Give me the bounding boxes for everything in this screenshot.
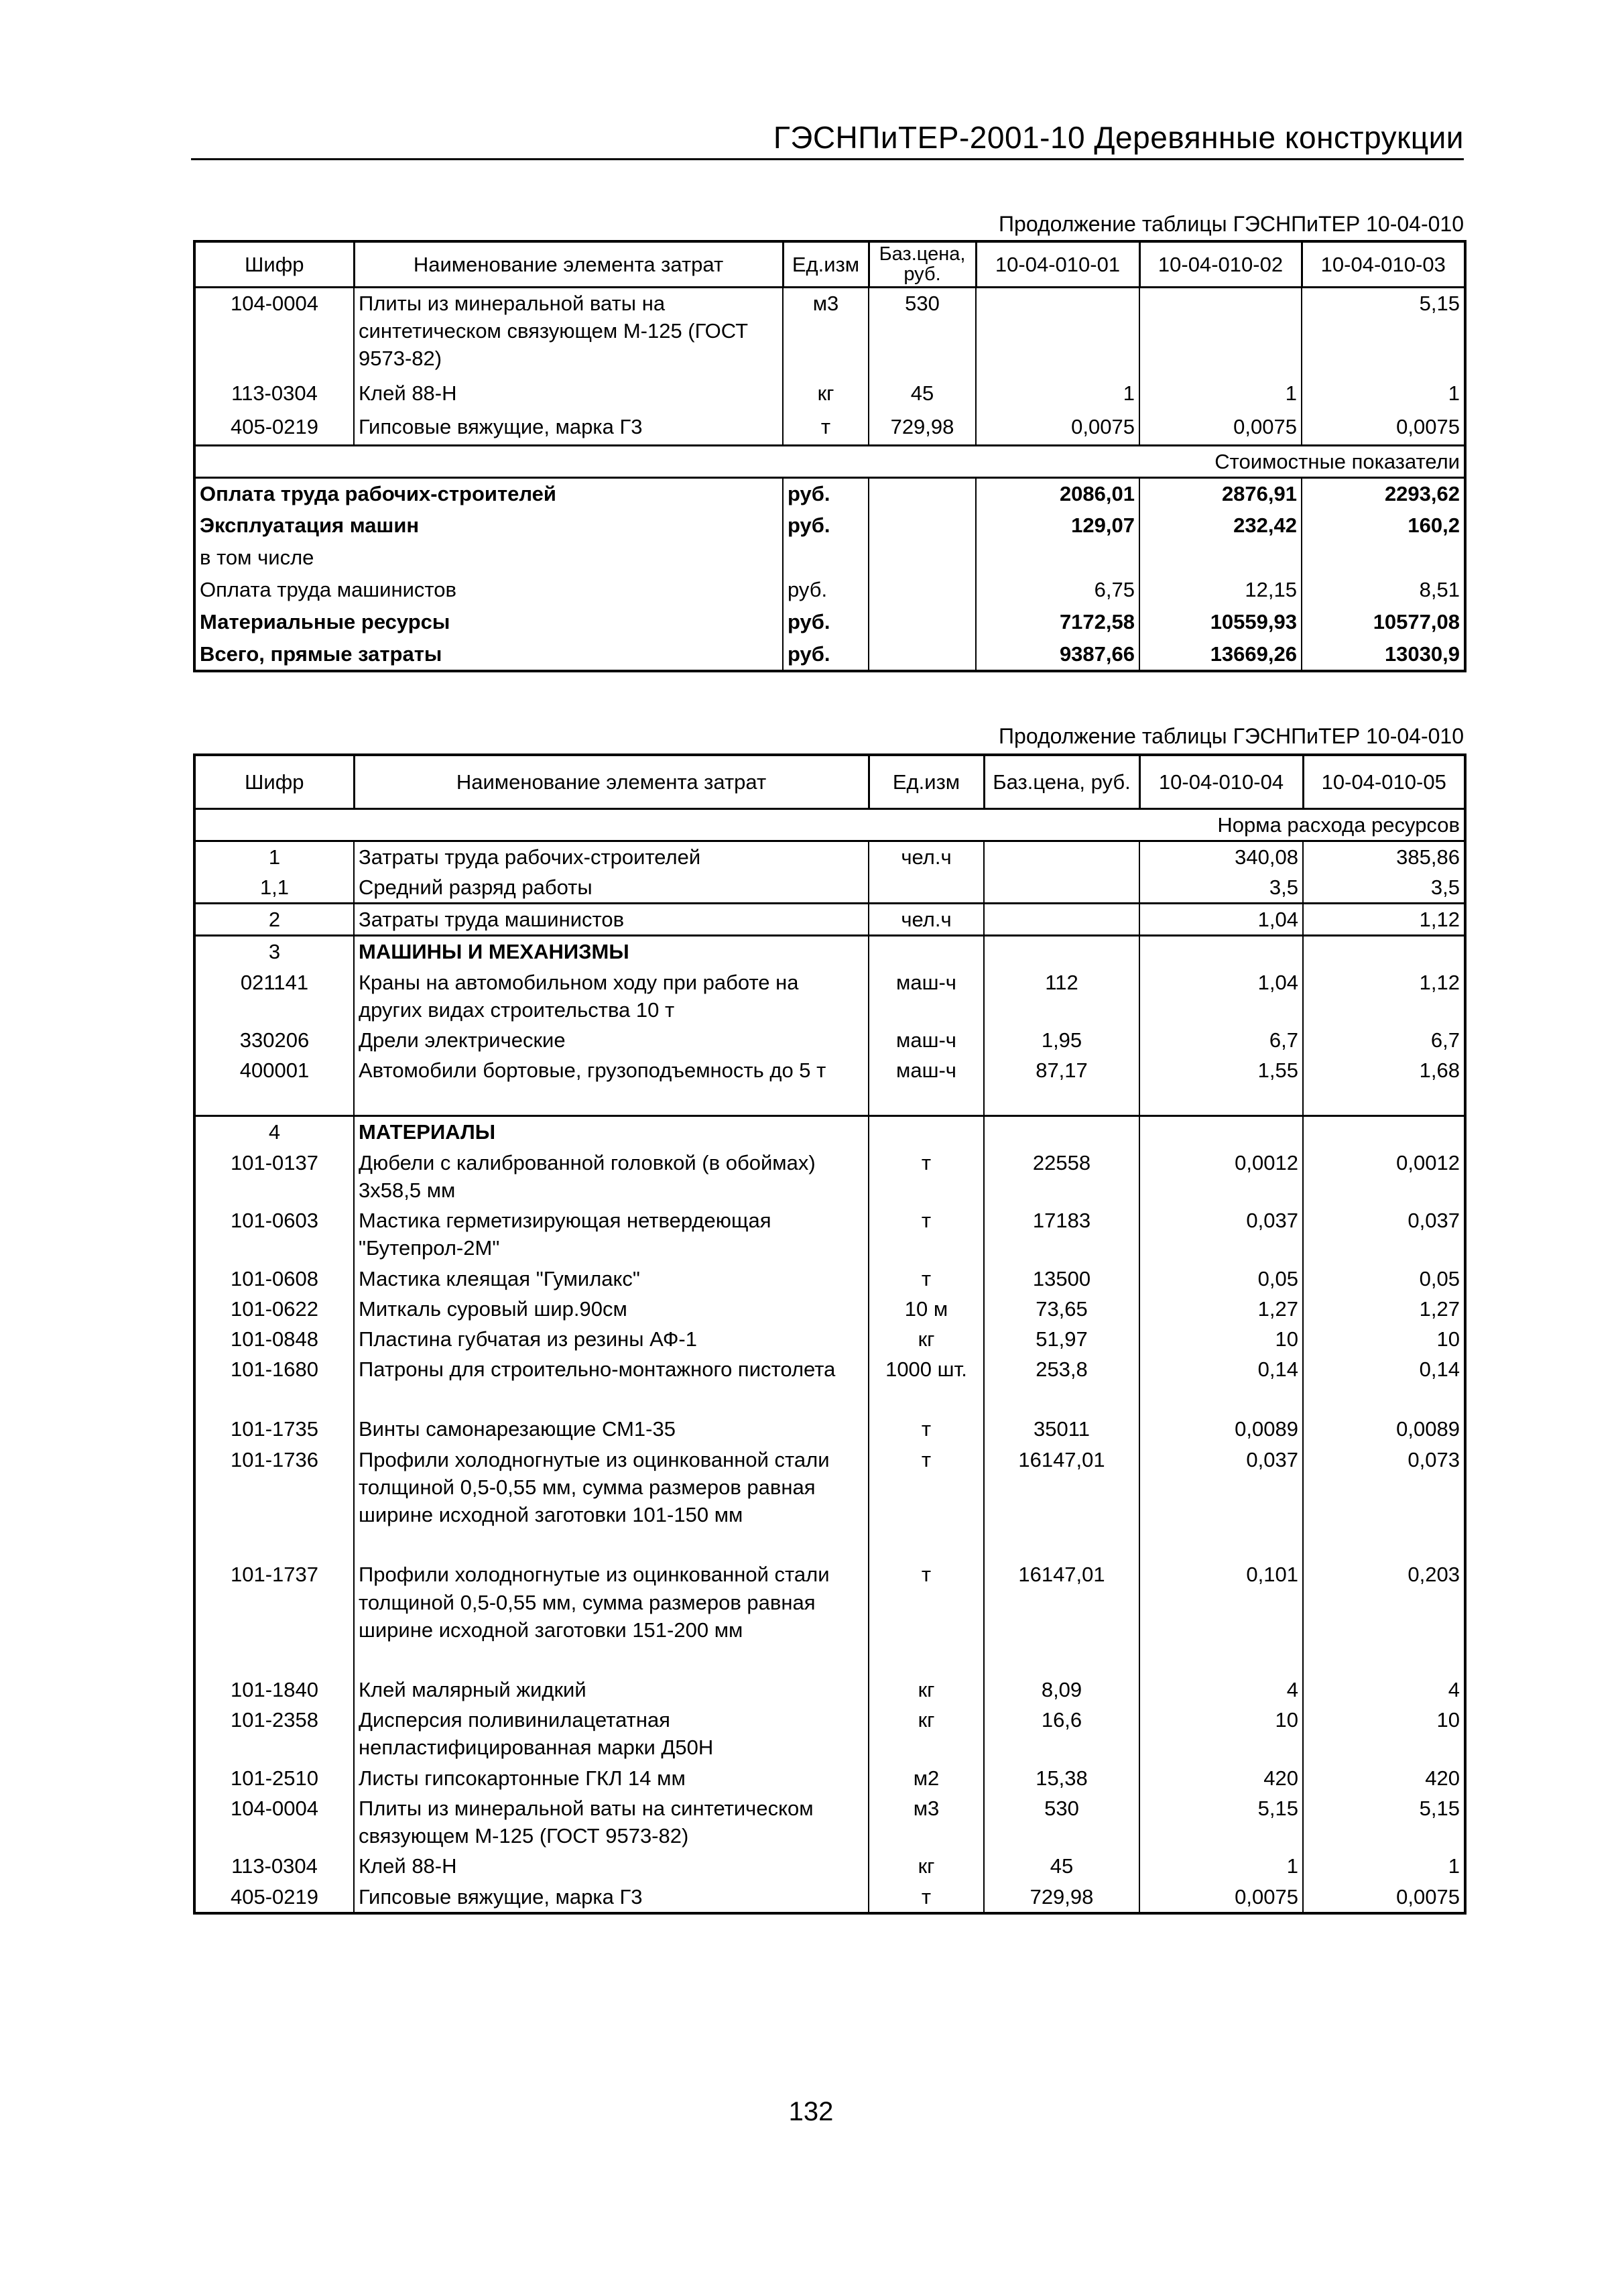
cell-price: 729,98 [869,412,976,445]
cell-blank [1139,1645,1303,1675]
cell-value: 232,42 [1139,510,1302,542]
cell-unit: руб. [783,607,869,639]
col-header: Баз.цена, руб. [869,241,976,287]
cell-name: Пластина губчатая из резины АФ-1 [354,1324,869,1354]
cell-blank [869,510,976,542]
cell-value: 0,05 [1303,1264,1465,1294]
cell-blank [984,1085,1139,1116]
cell-value: 0,101 [1139,1559,1303,1645]
cell-name: Оплата труда рабочих-строителей [194,478,783,510]
cell-code: 101-0603 [194,1205,354,1263]
cell-unit: руб. [783,639,869,671]
cell-value: 420 [1303,1763,1465,1793]
spacer-row [194,1530,1465,1559]
cell-name: Гипсовые вяжущие, марка Г3 [354,412,783,445]
cell-blank [354,1530,869,1559]
cell-value: 1 [1139,378,1302,412]
table-row [194,841,1465,872]
cell-unit: т [869,1205,984,1263]
cell-blank [194,808,1139,841]
cell-value [976,287,1139,378]
cell-value: 2086,01 [976,478,1139,510]
cell-blank [869,607,976,639]
col-header: 10-04-010-04 [1139,755,1303,808]
cell-name: Средний разряд работы [354,872,869,904]
cell-blank [984,1645,1139,1675]
cell-name: Клей 88-Н [354,378,783,412]
table-row [194,1445,1465,1530]
cell-blank [1139,1384,1303,1414]
cell-price: 16147,01 [984,1559,1139,1645]
cell-price: 8,09 [984,1675,1139,1705]
cell-blank [869,575,976,607]
cell-price [984,904,1139,936]
cost-header-row [194,445,1465,477]
cell-value: 0,0075 [1303,1882,1465,1913]
col-header: Баз.цена, руб. [984,755,1139,808]
cell-value: 10559,93 [1139,607,1302,639]
col-header: Наименование элемента затрат [354,241,783,287]
cell-price: 253,8 [984,1354,1139,1384]
cell-value: 420 [1139,1763,1303,1793]
cell-value: 0,0075 [976,412,1139,445]
cell-price: 87,17 [984,1055,1139,1085]
cell-price: 1,95 [984,1025,1139,1055]
cell-value: 6,75 [976,575,1139,607]
cell-name: Дрели электрические [354,1025,869,1055]
table-row [194,287,1465,378]
cell-value: 0,037 [1303,1205,1465,1263]
cell-name: МАТЕРИАЛЫ [354,1116,869,1148]
cell-unit [869,936,984,967]
cell-value: 8,51 [1302,575,1465,607]
cell-value: 0,0075 [1139,412,1302,445]
cell-unit: т [869,1445,984,1530]
table2-header-row [194,755,1465,808]
cell-blank [869,542,976,575]
cell-unit: кг [783,378,869,412]
col-header: Ед.изм [869,755,984,808]
cell-value: 1,04 [1139,904,1303,936]
table-row [194,1025,1465,1055]
cell-name: Гипсовые вяжущие, марка Г3 [354,1882,869,1913]
cell-name: Клей малярный жидкий [354,1675,869,1705]
cell-value: 2293,62 [1302,478,1465,510]
cell-name: Мастика герметизирующая нетвердеющая "Бутепрол-2М" [354,1205,869,1263]
cell-value [1302,542,1465,575]
cell-name: Плиты из минеральной ваты на синтетическом связующем М-125 (ГОСТ 9573-82) [354,1793,869,1851]
cell-value: 1,27 [1303,1294,1465,1324]
cell-code: 101-0622 [194,1294,354,1324]
cell-value: 6,7 [1139,1025,1303,1055]
cell-unit: 1000 шт. [869,1354,984,1384]
cell-code: 101-2358 [194,1705,354,1762]
cell-code: 1,1 [194,872,354,904]
table-row [194,1354,1465,1384]
cell-price: 729,98 [984,1882,1139,1913]
cell-price: 73,65 [984,1294,1139,1324]
cell-unit: т [869,1414,984,1444]
cost-row [194,510,1465,542]
table-row [194,1559,1465,1645]
cell-name: Плиты из минеральной ваты на синтетическом связующем М-125 (ГОСТ 9573-82) [354,287,783,378]
cell-unit: 10 м [869,1294,984,1324]
cell-value [1139,1116,1303,1148]
cell-name: Оплата труда машинистов [194,575,783,607]
cost-row [194,478,1465,510]
cell-code: 101-1735 [194,1414,354,1444]
cell-blank [869,478,976,510]
cell-value: 10 [1139,1324,1303,1354]
cell-unit: м3 [783,287,869,378]
cell-value: 12,15 [1139,575,1302,607]
cell-price: 17183 [984,1205,1139,1263]
cell-value: 10577,08 [1302,607,1465,639]
cell-name: Клей 88-Н [354,1851,869,1881]
cell-value: 129,07 [976,510,1139,542]
cell-unit: т [783,412,869,445]
cost-row [194,607,1465,639]
cell-code: 101-1840 [194,1675,354,1705]
table1-header-row [194,241,1465,287]
cell-unit: чел.ч [869,904,984,936]
cell-value: 1,27 [1139,1294,1303,1324]
cell-name: Материальные ресурсы [194,607,783,639]
table-row [194,1294,1465,1324]
cell-name: Винты самонарезающие СМ1-35 [354,1414,869,1444]
cell-code: 101-0137 [194,1148,354,1205]
cell-price: 16,6 [984,1705,1139,1762]
cell-blank [354,1384,869,1414]
cell-value [1303,936,1465,967]
cell-price: 45 [984,1851,1139,1881]
cell-name: Затраты труда рабочих-строителей [354,841,869,872]
table2-caption: Продолжение таблицы ГЭСНПиТЕР 10-04-010 [999,724,1464,748]
cost-row [194,639,1465,671]
running-header: ГЭСНПиТЕР-2001-10 Деревянные конструкции [773,120,1464,155]
cell-unit: руб. [783,575,869,607]
cell-unit: т [869,1559,984,1645]
cell-name: Дисперсия поливинилацетатная непластифицированная марки Д50Н [354,1705,869,1762]
cell-value [1139,936,1303,967]
cell-name: Миткаль суровый шир.90см [354,1294,869,1324]
cell-price [984,841,1139,872]
header-rule [191,158,1464,160]
cell-blank [1139,1085,1303,1116]
cell-unit: чел.ч [869,841,984,872]
cell-value: 0,0012 [1139,1148,1303,1205]
table-row [194,967,1465,1025]
table-row [194,1116,1465,1148]
spacer-row [194,1085,1465,1116]
cell-value [1139,287,1302,378]
cell-value: 7172,58 [976,607,1139,639]
cell-blank [194,1085,354,1116]
cell-price: 112 [984,967,1139,1025]
cell-unit: т [869,1264,984,1294]
cell-value: 2876,91 [1139,478,1302,510]
cell-name: Листы гипсокартонные ГКЛ 14 мм [354,1763,869,1793]
col-header: 10-04-010-02 [1139,241,1302,287]
cell-value [1303,1116,1465,1148]
table-row [194,412,1465,445]
table-row [194,936,1465,967]
table-row [194,1324,1465,1354]
cell-value: 0,0075 [1302,412,1465,445]
cell-value [1139,542,1302,575]
cell-value: 1,68 [1303,1055,1465,1085]
table-row [194,872,1465,904]
cell-value: 5,15 [1302,287,1465,378]
cell-unit: руб. [783,510,869,542]
col-header: 10-04-010-05 [1303,755,1465,808]
cell-name: Мастика клеящая "Гумилакс" [354,1264,869,1294]
col-header: Шифр [194,755,354,808]
cell-value: 1,04 [1139,967,1303,1025]
cell-unit: маш-ч [869,1025,984,1055]
cell-blank [1303,1384,1465,1414]
cell-code: 101-1736 [194,1445,354,1530]
cell-unit [869,1116,984,1148]
cell-value: 0,0075 [1139,1882,1303,1913]
cell-blank [354,1085,869,1116]
spacer-row [194,1384,1465,1414]
cell-value: 0,203 [1303,1559,1465,1645]
cell-code: 104-0004 [194,287,354,378]
page-number: 132 [788,2097,834,2126]
table-row [194,1882,1465,1913]
cell-name: в том числе [194,542,783,575]
cost-row [194,575,1465,607]
cell-name: Всего, прямые затраты [194,639,783,671]
cell-value: 5,15 [1139,1793,1303,1851]
cell-blank [869,1645,984,1675]
cell-blank [1303,1085,1465,1116]
table-row [194,1148,1465,1205]
cell-blank [354,1645,869,1675]
cell-code: 3 [194,936,354,967]
cell-value: 3,5 [1139,872,1303,904]
cell-value: 0,14 [1303,1354,1465,1384]
cell-unit [869,872,984,904]
cell-value: 10 [1139,1705,1303,1762]
cell-value: 13669,26 [1139,639,1302,671]
cell-code: 101-0608 [194,1264,354,1294]
table-row [194,1851,1465,1881]
cost-row [194,542,1465,575]
cell-code: 405-0219 [194,1882,354,1913]
table-row [194,1793,1465,1851]
cell-price: 35011 [984,1414,1139,1444]
table-row [194,1205,1465,1263]
cell-price: 22558 [984,1148,1139,1205]
cell-unit: т [869,1882,984,1913]
cell-value: 1 [1302,378,1465,412]
cell-blank [1303,1645,1465,1675]
cell-value [976,542,1139,575]
cell-price [984,872,1139,904]
cell-value: 0,0012 [1303,1148,1465,1205]
col-header: Ед.изм [783,241,869,287]
cell-name: МАШИНЫ И МЕХАНИЗМЫ [354,936,869,967]
cell-unit: м3 [869,1793,984,1851]
col-header: Шифр [194,241,354,287]
table2 [193,753,1467,1915]
cell-name: Патроны для строительно-монтажного пистолета [354,1354,869,1384]
cell-value: 5,15 [1303,1793,1465,1851]
cell-value: 4 [1139,1675,1303,1705]
cell-value: 1 [1303,1851,1465,1881]
cell-value: 340,08 [1139,841,1303,872]
cell-value: 3,5 [1303,872,1465,904]
table-row [194,378,1465,412]
cell-name: Эксплуатация машин [194,510,783,542]
cell-unit: т [869,1148,984,1205]
cell-code: 330206 [194,1025,354,1055]
cell-value: 9387,66 [976,639,1139,671]
table-row [194,1264,1465,1294]
cell-value: 4 [1303,1675,1465,1705]
table-row [194,1763,1465,1793]
spacer-row [194,1645,1465,1675]
cell-code: 101-2510 [194,1763,354,1793]
cell-value: 1,55 [1139,1055,1303,1085]
cell-value: 10 [1303,1705,1465,1762]
table1 [193,240,1467,672]
cell-price: 16147,01 [984,1445,1139,1530]
cell-price: 13500 [984,1264,1139,1294]
cell-code: 113-0304 [194,1851,354,1881]
cell-code: 101-1680 [194,1354,354,1384]
cell-blank [869,1384,984,1414]
cell-value: 0,05 [1139,1264,1303,1294]
cell-value: 10 [1303,1324,1465,1354]
cell-unit: кг [869,1705,984,1762]
cost-header: Стоимостные показатели [976,445,1465,477]
cell-unit: маш-ч [869,967,984,1025]
cell-name: Автомобили бортовые, грузоподъемность до 5 т [354,1055,869,1085]
cell-blank [194,445,976,477]
cell-value: 0,14 [1139,1354,1303,1384]
cell-blank [194,1530,354,1559]
cell-code: 2 [194,904,354,936]
cell-code: 1 [194,841,354,872]
cell-code: 405-0219 [194,412,354,445]
cell-code: 021141 [194,967,354,1025]
cell-code: 113-0304 [194,378,354,412]
cell-unit: кг [869,1324,984,1354]
cell-code: 400001 [194,1055,354,1085]
cell-value: 0,037 [1139,1205,1303,1263]
cell-unit: кг [869,1851,984,1881]
cell-value: 385,86 [1303,841,1465,872]
cell-price [984,1116,1139,1148]
cell-unit: маш-ч [869,1055,984,1085]
cell-price [984,936,1139,967]
cell-unit: кг [869,1675,984,1705]
col-header: Наименование элемента затрат [354,755,869,808]
table-row [194,1705,1465,1762]
table-row [194,1675,1465,1705]
cell-value: 1,12 [1303,967,1465,1025]
cell-blank [869,1530,984,1559]
cell-code: 4 [194,1116,354,1148]
cell-price: 530 [869,287,976,378]
norm-header-row [194,808,1465,841]
cell-name: Дюбели с калиброванной головкой (в обоймах) 3x58,5 мм [354,1148,869,1205]
cell-value: 13030,9 [1302,639,1465,671]
cell-price: 15,38 [984,1763,1139,1793]
table-row [194,1414,1465,1444]
table-row [194,1055,1465,1085]
cell-blank [869,1085,984,1116]
col-header: 10-04-010-01 [976,241,1139,287]
cell-unit: м2 [869,1763,984,1793]
cell-name: Профили холодногнутые из оцинкованной стали толщиной 0,5-0,55 мм, сумма размеров равная ширине исходной заготовки 101-150 мм [354,1445,869,1530]
cell-value: 1 [976,378,1139,412]
table1-caption: Продолжение таблицы ГЭСНПиТЕР 10-04-010 [999,212,1464,236]
cell-value: 1,12 [1303,904,1465,936]
cell-code: 101-0848 [194,1324,354,1354]
cell-name: Краны на автомобильном ходу при работе на других видах строительства 10 т [354,967,869,1025]
cell-blank [869,639,976,671]
cell-code: 104-0004 [194,1793,354,1851]
cell-value: 0,0089 [1139,1414,1303,1444]
cell-value: 1 [1139,1851,1303,1881]
cell-price: 51,97 [984,1324,1139,1354]
cell-value: 0,0089 [1303,1414,1465,1444]
cell-value: 0,037 [1139,1445,1303,1530]
cell-value: 0,073 [1303,1445,1465,1530]
cell-name: Затраты труда машинистов [354,904,869,936]
cell-unit: руб. [783,478,869,510]
cell-name: Профили холодногнутые из оцинкованной стали толщиной 0,5-0,55 мм, сумма размеров равная ширине исходной заготовки 151-200 мм [354,1559,869,1645]
cell-price: 45 [869,378,976,412]
cell-blank [1303,1530,1465,1559]
col-header: 10-04-010-03 [1302,241,1465,287]
cell-blank [984,1530,1139,1559]
cell-blank [194,1384,354,1414]
cell-value: 160,2 [1302,510,1465,542]
cell-unit [783,542,869,575]
table-row [194,904,1465,936]
cell-blank [194,1645,354,1675]
cell-code: 101-1737 [194,1559,354,1645]
cell-blank [1139,1530,1303,1559]
cell-price: 530 [984,1793,1139,1851]
cell-blank [984,1384,1139,1414]
cell-value: 6,7 [1303,1025,1465,1055]
norm-header: Норма расхода ресурсов [1139,808,1465,841]
